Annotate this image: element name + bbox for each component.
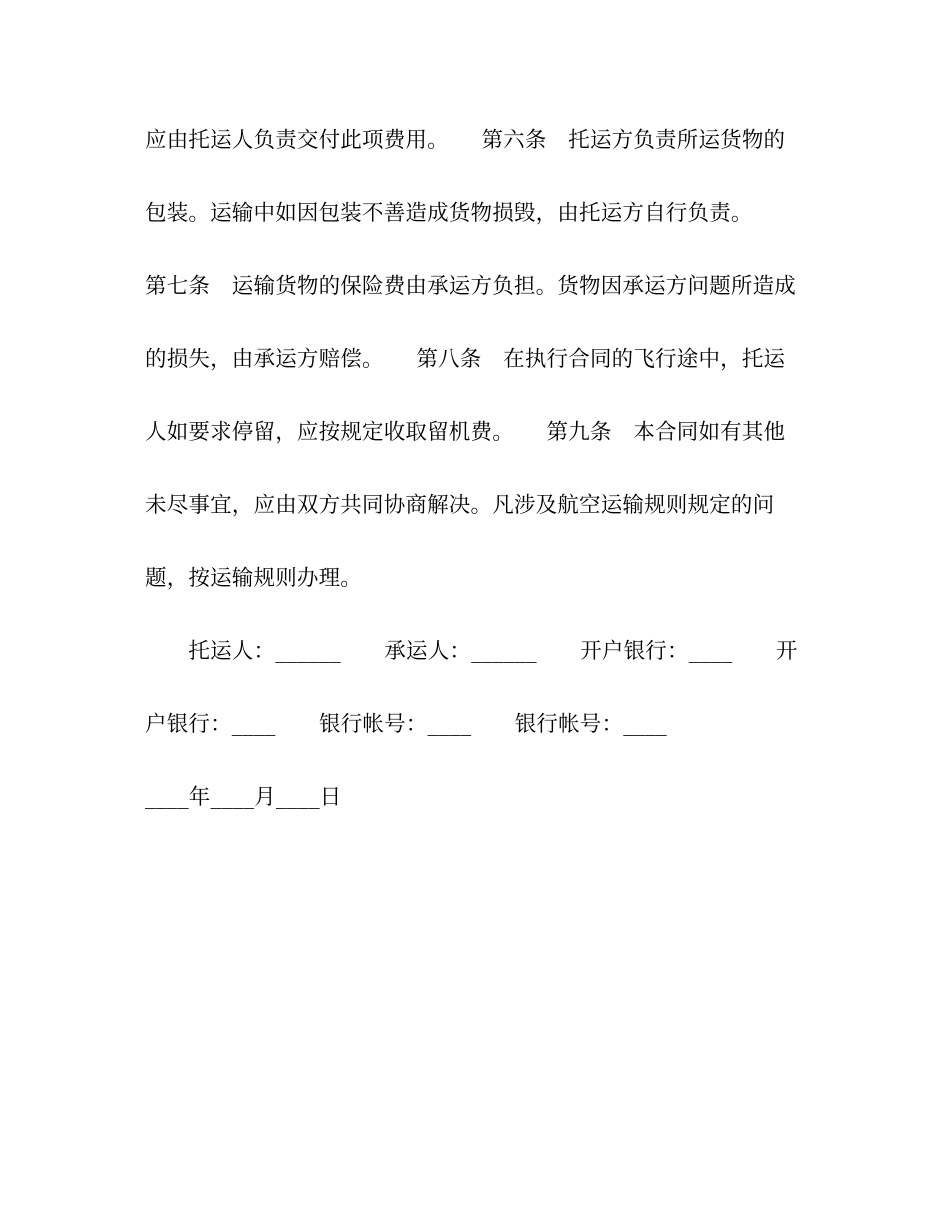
text-line-3: 第七条 运输货物的保险费由承运方负担。货物因承运方问题所造成 — [145, 274, 797, 299]
text-line-7: 题，按运输规则办理。 — [145, 566, 363, 591]
date-line: ____年____月____日 — [145, 785, 342, 810]
text-line-1: 应由托运人负责交付此项费用。 第六条 托运方负责所运货物的 — [145, 128, 786, 153]
text-line-5: 人如要求停留，应按规定收取留机费。 第九条 本合同如有其他 — [145, 420, 786, 445]
text-line-6: 未尽事宜，应由双方共同协商解决。凡涉及航空运输规则规定的问 — [145, 493, 775, 518]
signature-line-accounts: 户银行：____ 银行帐号：____ 银行帐号：____ — [145, 712, 668, 737]
text-line-4: 的损失，由承运方赔偿。 第八条 在执行合同的飞行途中，托运 — [145, 347, 786, 372]
text-line-2: 包装。运输中如因包装不善造成货物损毁，由托运方自行负责。 — [145, 201, 753, 226]
signature-line-parties: 托运人：______ 承运人：______ 开户银行：____ 开 — [145, 639, 798, 664]
